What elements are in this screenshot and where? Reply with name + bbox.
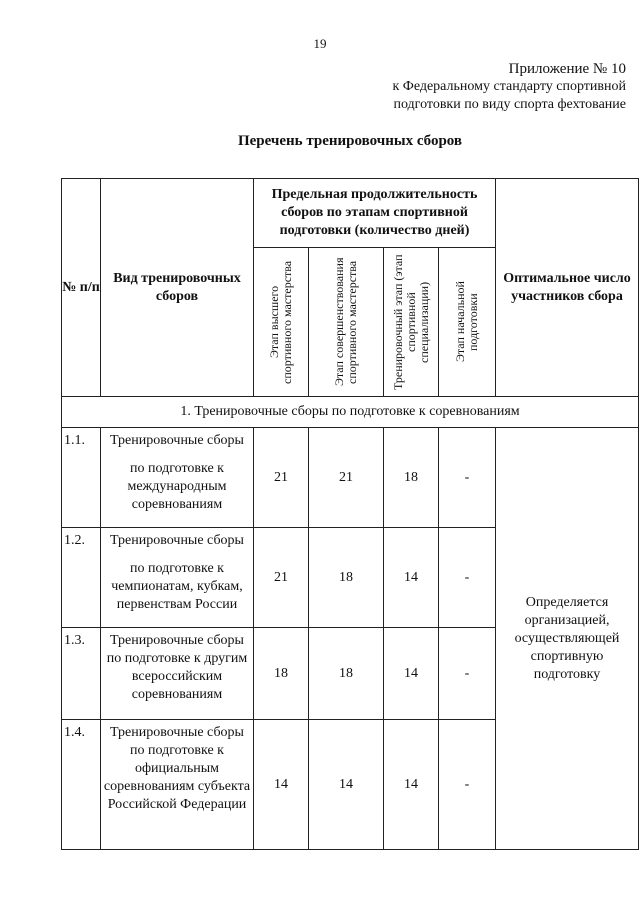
value-higher-mastery: 18 xyxy=(254,628,309,720)
row-camp-type-line-b: по подготовке к международным соревнованиям xyxy=(127,461,227,512)
appendix-line-1: Приложение № 10 xyxy=(508,61,626,77)
value-improvement: 18 xyxy=(309,628,384,720)
header-number: № п/п xyxy=(62,179,101,397)
value-initial: - xyxy=(439,720,496,850)
header-optimal-count: Оптимальное число участников сбора xyxy=(496,179,639,397)
header-duration-group: Предельная продолжительность сборов по этапам спортивной подготовки (количество дней) xyxy=(254,179,496,248)
value-improvement: 14 xyxy=(309,720,384,850)
appendix-line-2: к Федеральному стандарту спортивной xyxy=(392,79,626,94)
value-training: 14 xyxy=(384,720,439,850)
header-stage-training: Тренировочный этап (этап спортивной специализации) xyxy=(390,254,431,390)
row-camp-type xyxy=(101,528,254,628)
optimal-count-text: Определяется организацией, осуществляющей спортивную подготовку xyxy=(496,428,639,850)
header-stage-higher-mastery: Этап высшего спортивного мастерства xyxy=(267,260,294,384)
document-title: Перечень тренировочных сборов xyxy=(237,133,463,149)
row-camp-type-line-a: Тренировочные сборы xyxy=(110,533,244,548)
header-stage-initial: Этап начальной подготовки xyxy=(453,281,480,363)
row-number: 1.3. xyxy=(62,628,101,720)
row-number: 1.1. xyxy=(62,428,101,528)
row-camp-type xyxy=(101,428,254,528)
value-higher-mastery: 21 xyxy=(254,428,309,528)
row-number: 1.4. xyxy=(62,720,101,850)
table-row xyxy=(62,428,639,528)
value-initial: - xyxy=(439,528,496,628)
row-camp-type-line-b: по подготовке к другим всероссийским соревнованиям xyxy=(106,651,248,702)
value-improvement: 18 xyxy=(309,528,384,628)
training-camps-table xyxy=(61,178,639,850)
value-initial: - xyxy=(439,428,496,528)
value-higher-mastery: 14 xyxy=(254,720,309,850)
row-camp-type-line-b: по подготовке к официальным соревнованиям субъекта Российской Федерации xyxy=(103,743,251,812)
row-number: 1.2. xyxy=(62,528,101,628)
row-camp-type-line-b: по подготовке к чемпионатам, кубкам, первенствам России xyxy=(111,561,243,612)
appendix-note xyxy=(392,60,626,114)
value-higher-mastery: 21 xyxy=(254,528,309,628)
row-camp-type xyxy=(101,628,254,720)
value-training: 14 xyxy=(384,628,439,720)
value-initial: - xyxy=(439,628,496,720)
value-improvement: 21 xyxy=(309,428,384,528)
appendix-line-3: подготовки по виду спорта фехтование xyxy=(393,97,626,112)
row-camp-type-line-a: Тренировочные сборы xyxy=(110,725,244,740)
row-camp-type-line-a: Тренировочные сборы xyxy=(110,433,244,448)
header-camp-type: Вид тренировочных сборов xyxy=(101,179,254,397)
section-heading: 1. Тренировочные сборы по подготовке к соревнованиям xyxy=(62,397,639,428)
header-stage-improvement: Этап совершенствования спортивного мастерства xyxy=(332,257,359,387)
value-training: 18 xyxy=(384,428,439,528)
row-camp-type xyxy=(101,720,254,850)
value-training: 14 xyxy=(384,528,439,628)
row-camp-type-line-a: Тренировочные сборы xyxy=(110,633,244,648)
page-number: 19 xyxy=(313,36,327,51)
